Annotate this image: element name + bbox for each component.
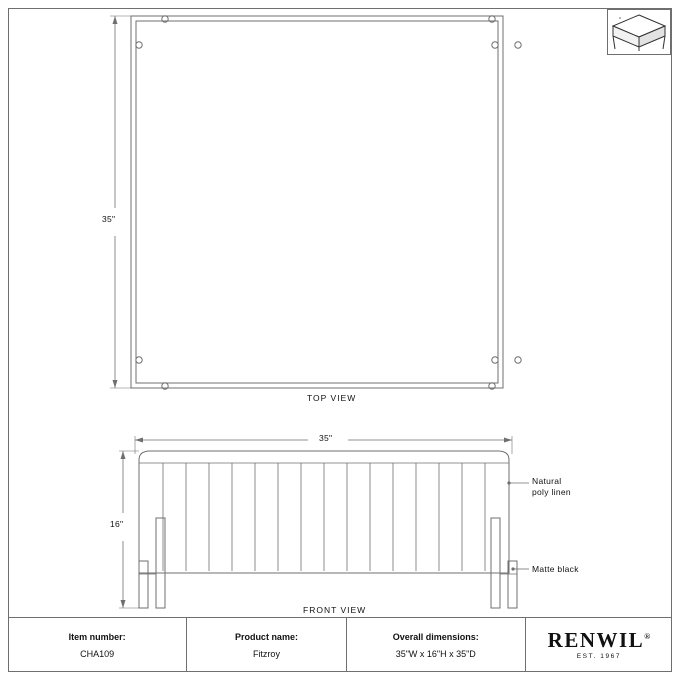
product-name-label: Product name: [234,631,298,642]
title-block-item-cell [8,618,187,672]
top-view-group [110,16,521,389]
front-view-caption: FRONT VIEW [303,605,367,615]
brand-name-text: RENWIL [547,628,645,652]
dimensions-label: Overall dimensions: [392,631,479,642]
front-view-height-dimension: 16" [110,519,124,529]
callout-material-line2: poly linen [532,487,571,497]
item-number-label: Item number: [68,631,126,642]
front-view-width-dimension: 35" [319,433,333,443]
brand-established: EST. 1967 [576,653,622,660]
title-block-dimensions-cell [347,618,526,672]
brand-name [548,630,651,651]
brand-registered-mark: ® [644,632,651,641]
front-view-group [119,436,529,608]
top-view-caption: TOP VIEW [307,393,357,403]
item-number-value: CHA109 [80,648,115,659]
product-name-value: Fitzroy [252,648,280,659]
title-block-logo-cell [526,618,672,672]
top-view-depth-dimension: 35" [102,214,116,224]
title-block [8,617,672,672]
brand-logo [548,630,651,660]
callout-finish-line1: Matte black [532,564,579,574]
drawing-area [8,8,672,672]
dimensions-value: 35"W x 16"H x 35"D [395,648,476,659]
title-block-product-cell [187,618,346,672]
callout-material-line1: Natural [532,476,562,486]
